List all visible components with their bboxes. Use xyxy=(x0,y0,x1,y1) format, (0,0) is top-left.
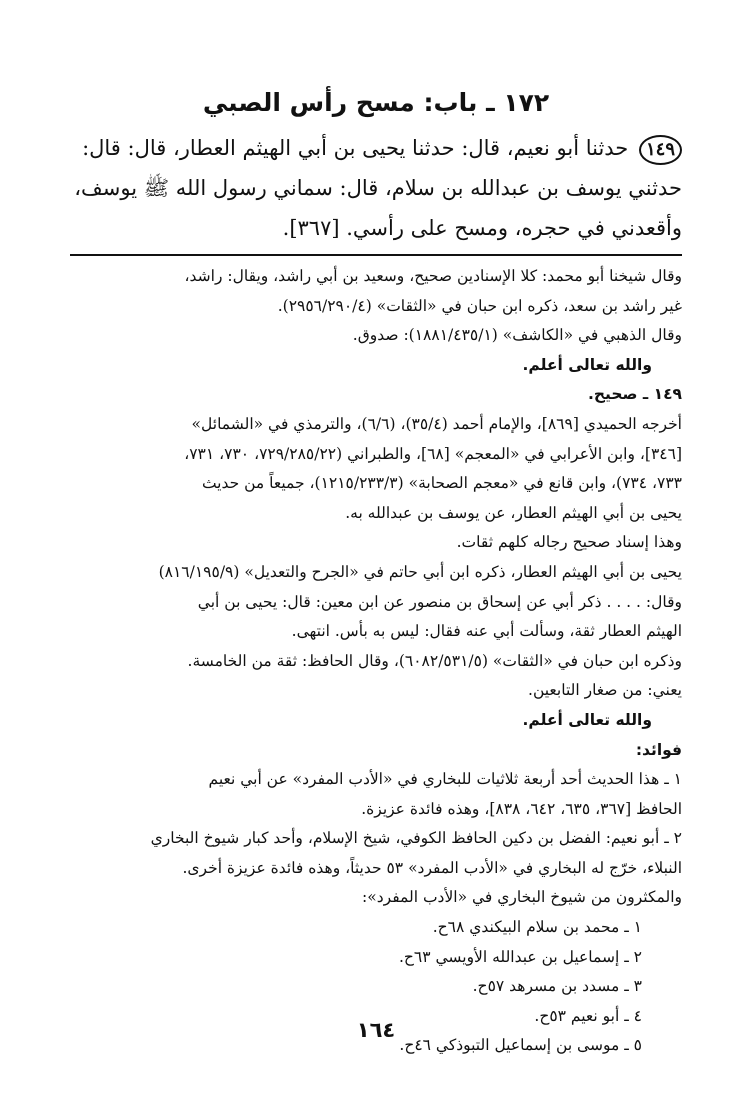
takhrij-line: أخرجه الحميدي [٨٦٩]، والإمام أحمد (٣٥/٤)، (٦/٦)، والترمذي في «الشمائل» xyxy=(191,414,682,433)
shuyukh-list-item: ٢ ـ إسماعيل بن عبدالله الأويسي ٦٣ح. xyxy=(398,947,642,966)
shuyukh-list-item: ٤ ـ أبو نعيم ٥٣ح. xyxy=(534,1006,642,1025)
takhrij-line: يعني: من صغار التابعين. xyxy=(528,681,682,700)
takhrij-line: وهذا إسناد صحيح رجاله كلهم ثقات. xyxy=(456,533,682,552)
shuyukh-list-item: ٣ ـ مسدد بن مسرهد ٥٧ح. xyxy=(472,977,642,996)
footnote-line: وقال شيخنا أبو محمد: كلا الإسنادين صحيح، وسعيد بن أبي راشد، ويقال: راشد، xyxy=(184,267,682,285)
fawaid-line: ١ ـ هذا الحديث أحد أربعة ثلاثيات للبخاري في «الأدب المفرد» عن أبي نعيم xyxy=(208,770,682,789)
shuyukh-list-item: ٥ ـ موسى بن إسماعيل التبوذكي ٤٦ح. xyxy=(399,1036,642,1055)
hadith-line: وأقعدني في حجره، ومسح على رأسي. [٣٦٧]. xyxy=(282,216,682,240)
takhrij-line: ٧٣٣، ٧٣٤)، وابن قانع في «معجم الصحابة» (١٢١٥/٢٣٣/٣)، جميعاً من حديث xyxy=(201,474,682,493)
takhrij-line: الهيثم العطار ثقة، وسألت أبي عنه فقال: ليس به بأس. انتهى. xyxy=(291,622,682,641)
fawaid-line: ٢ ـ أبو نعيم: الفضل بن دكين الحافظ الكوفي، شيخ الإسلام، وأحد كبار شيوخ البخاري xyxy=(150,829,682,848)
takhrij-line: يحيى بن أبي الهيثم العطار، ذكره ابن أبي حاتم في «الجرح والتعديل» (٨١٦/١٩٥/٩) xyxy=(158,562,682,581)
takhrij-line: وذكره ابن حبان في «الثقات» (٦٠٨٢/٥٣١/٥)، وقال الحافظ: ثقة من الخامسة. xyxy=(187,651,682,670)
hadith-line: حدثني يوسف بن عبدالله بن سلام، قال: سماني رسول الله ﷺ يوسف، xyxy=(74,176,682,200)
hadith-text xyxy=(70,128,682,248)
hadith-number-badge: ١٤٩ xyxy=(639,135,682,165)
fawaid-line: الحافظ [٣٦٧، ٦٣٥، ٦٤٢، ٨٣٨]، وهذه فائدة عزيزة. xyxy=(361,799,682,818)
takhrij-line: يحيى بن أبي الهيثم العطار، عن يوسف بن عبدالله به. xyxy=(345,503,682,522)
footnote-line: وقال الذهبي في «الكاشف» (١٨٨١/٤٣٥/١): صدوق. xyxy=(352,326,682,345)
fawaid-line: والمكثرون من شيوخ البخاري في «الأدب المفرد»: xyxy=(362,888,682,907)
chapter-title: ١٧٢ ـ باب: مسح رأس الصبي xyxy=(202,88,550,117)
footnote-line: غير راشد بن سعد، ذكره ابن حبان في «الثقات» (٢٩٥٦/٢٩٠/٤). xyxy=(277,296,682,315)
shuyukh-list-item: ١ ـ محمد بن سلام البيكندي ٦٨ح. xyxy=(432,918,642,937)
footnote-separator xyxy=(70,254,682,256)
takhrij-line: وقال: . . . . ذكر أبي عن إسحاق بن منصور عن ابن معين: قال: يحيى بن أبي xyxy=(197,592,682,611)
takhrij-line: [٣٤٦]، وابن الأعرابي في «المعجم» [٦٨]، والطبراني (٧٢٩/٢٨٥/٢٢، ٧٣٠، ٧٣١، xyxy=(184,444,682,463)
fawaid-heading: فوائد: xyxy=(635,740,682,759)
allah-alam-note: والله تعالى أعلم. xyxy=(522,355,652,374)
page-number: ١٦٤ xyxy=(356,1018,396,1042)
footnotes xyxy=(70,262,682,1061)
hadith-line-text: حدثنا أبو نعيم، قال: حدثنا يحيى بن أبي الهيثم العطار، قال: قال: xyxy=(82,136,629,160)
fawaid-line: النبلاء، خرّج له البخاري في «الأدب المفرد» ٥٣ حديثاً، وهذه فائدة عزيزة أخرى. xyxy=(182,858,682,877)
hadith-line xyxy=(70,128,682,168)
allah-alam-note: والله تعالى أعلم. xyxy=(522,710,652,729)
hadith-grade: ١٤٩ ـ صحيح. xyxy=(587,385,682,404)
